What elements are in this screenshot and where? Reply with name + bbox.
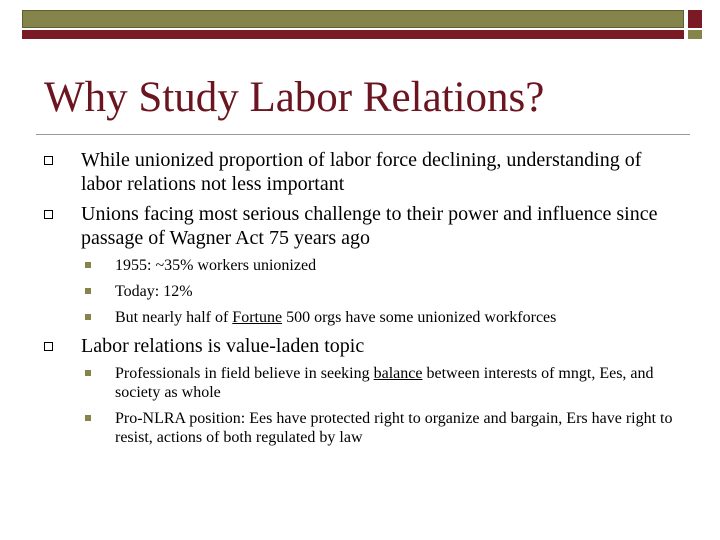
hollow-square-bullet-icon bbox=[44, 342, 53, 351]
bullet-3 bbox=[44, 334, 684, 358]
filled-square-bullet-icon bbox=[85, 288, 91, 294]
balance-underlined: balance bbox=[373, 365, 423, 382]
hollow-square-bullet-icon bbox=[44, 156, 53, 165]
header-banner-maroon bbox=[22, 30, 684, 39]
bullet-2 bbox=[44, 202, 684, 250]
bullet-1 bbox=[44, 148, 684, 196]
sub-bullet-2-3 bbox=[44, 308, 675, 327]
sub-bullet-2-1 bbox=[44, 256, 675, 275]
sub-bullet-2-2 bbox=[44, 282, 675, 301]
sub-bullet-3-1-pre: Professionals in field believe in seeking bbox=[115, 365, 374, 382]
corner-block-olive bbox=[688, 30, 702, 39]
sub-bullet-3-2 bbox=[44, 409, 675, 447]
bullet-3-text: Labor relations is value-laden topic bbox=[81, 335, 365, 357]
sub-bullet-3-1 bbox=[44, 364, 675, 402]
title-divider bbox=[36, 134, 690, 135]
slide-body bbox=[44, 148, 684, 454]
sub-bullet-2-3-pre: But nearly half of bbox=[115, 309, 233, 326]
sub-bullet-2-2-text: Today: 12% bbox=[115, 283, 193, 300]
hollow-square-bullet-icon bbox=[44, 210, 53, 219]
filled-square-bullet-icon bbox=[85, 415, 91, 421]
filled-square-bullet-icon bbox=[85, 370, 91, 376]
filled-square-bullet-icon bbox=[85, 314, 91, 320]
sub-bullet-2-3-post: 500 orgs have some unionized workforces bbox=[282, 309, 557, 326]
bullet-1-text: While unionized proportion of labor force declining, understanding of labor relations not less important bbox=[81, 149, 642, 195]
filled-square-bullet-icon bbox=[85, 262, 91, 268]
corner-block-maroon bbox=[688, 10, 702, 28]
header-banner-olive bbox=[22, 10, 684, 28]
fortune-underlined: Fortune bbox=[232, 309, 283, 326]
slide-title: Why Study Labor Relations? bbox=[44, 74, 545, 121]
sub-bullet-3-2-text: Pro-NLRA position: Ees have protected right to organize and bargain, Ers have right to resist, actions of both regulated by law bbox=[115, 410, 673, 446]
sub-bullet-2-1-text: 1955: ~35% workers unionized bbox=[115, 257, 317, 274]
bullet-2-text: Unions facing most serious challenge to their power and influence since passage of Wagner Act 75 years ago bbox=[81, 203, 658, 249]
sub-bullet-3-1-post: between interests of mngt, Ees, and society as whole bbox=[115, 365, 654, 401]
